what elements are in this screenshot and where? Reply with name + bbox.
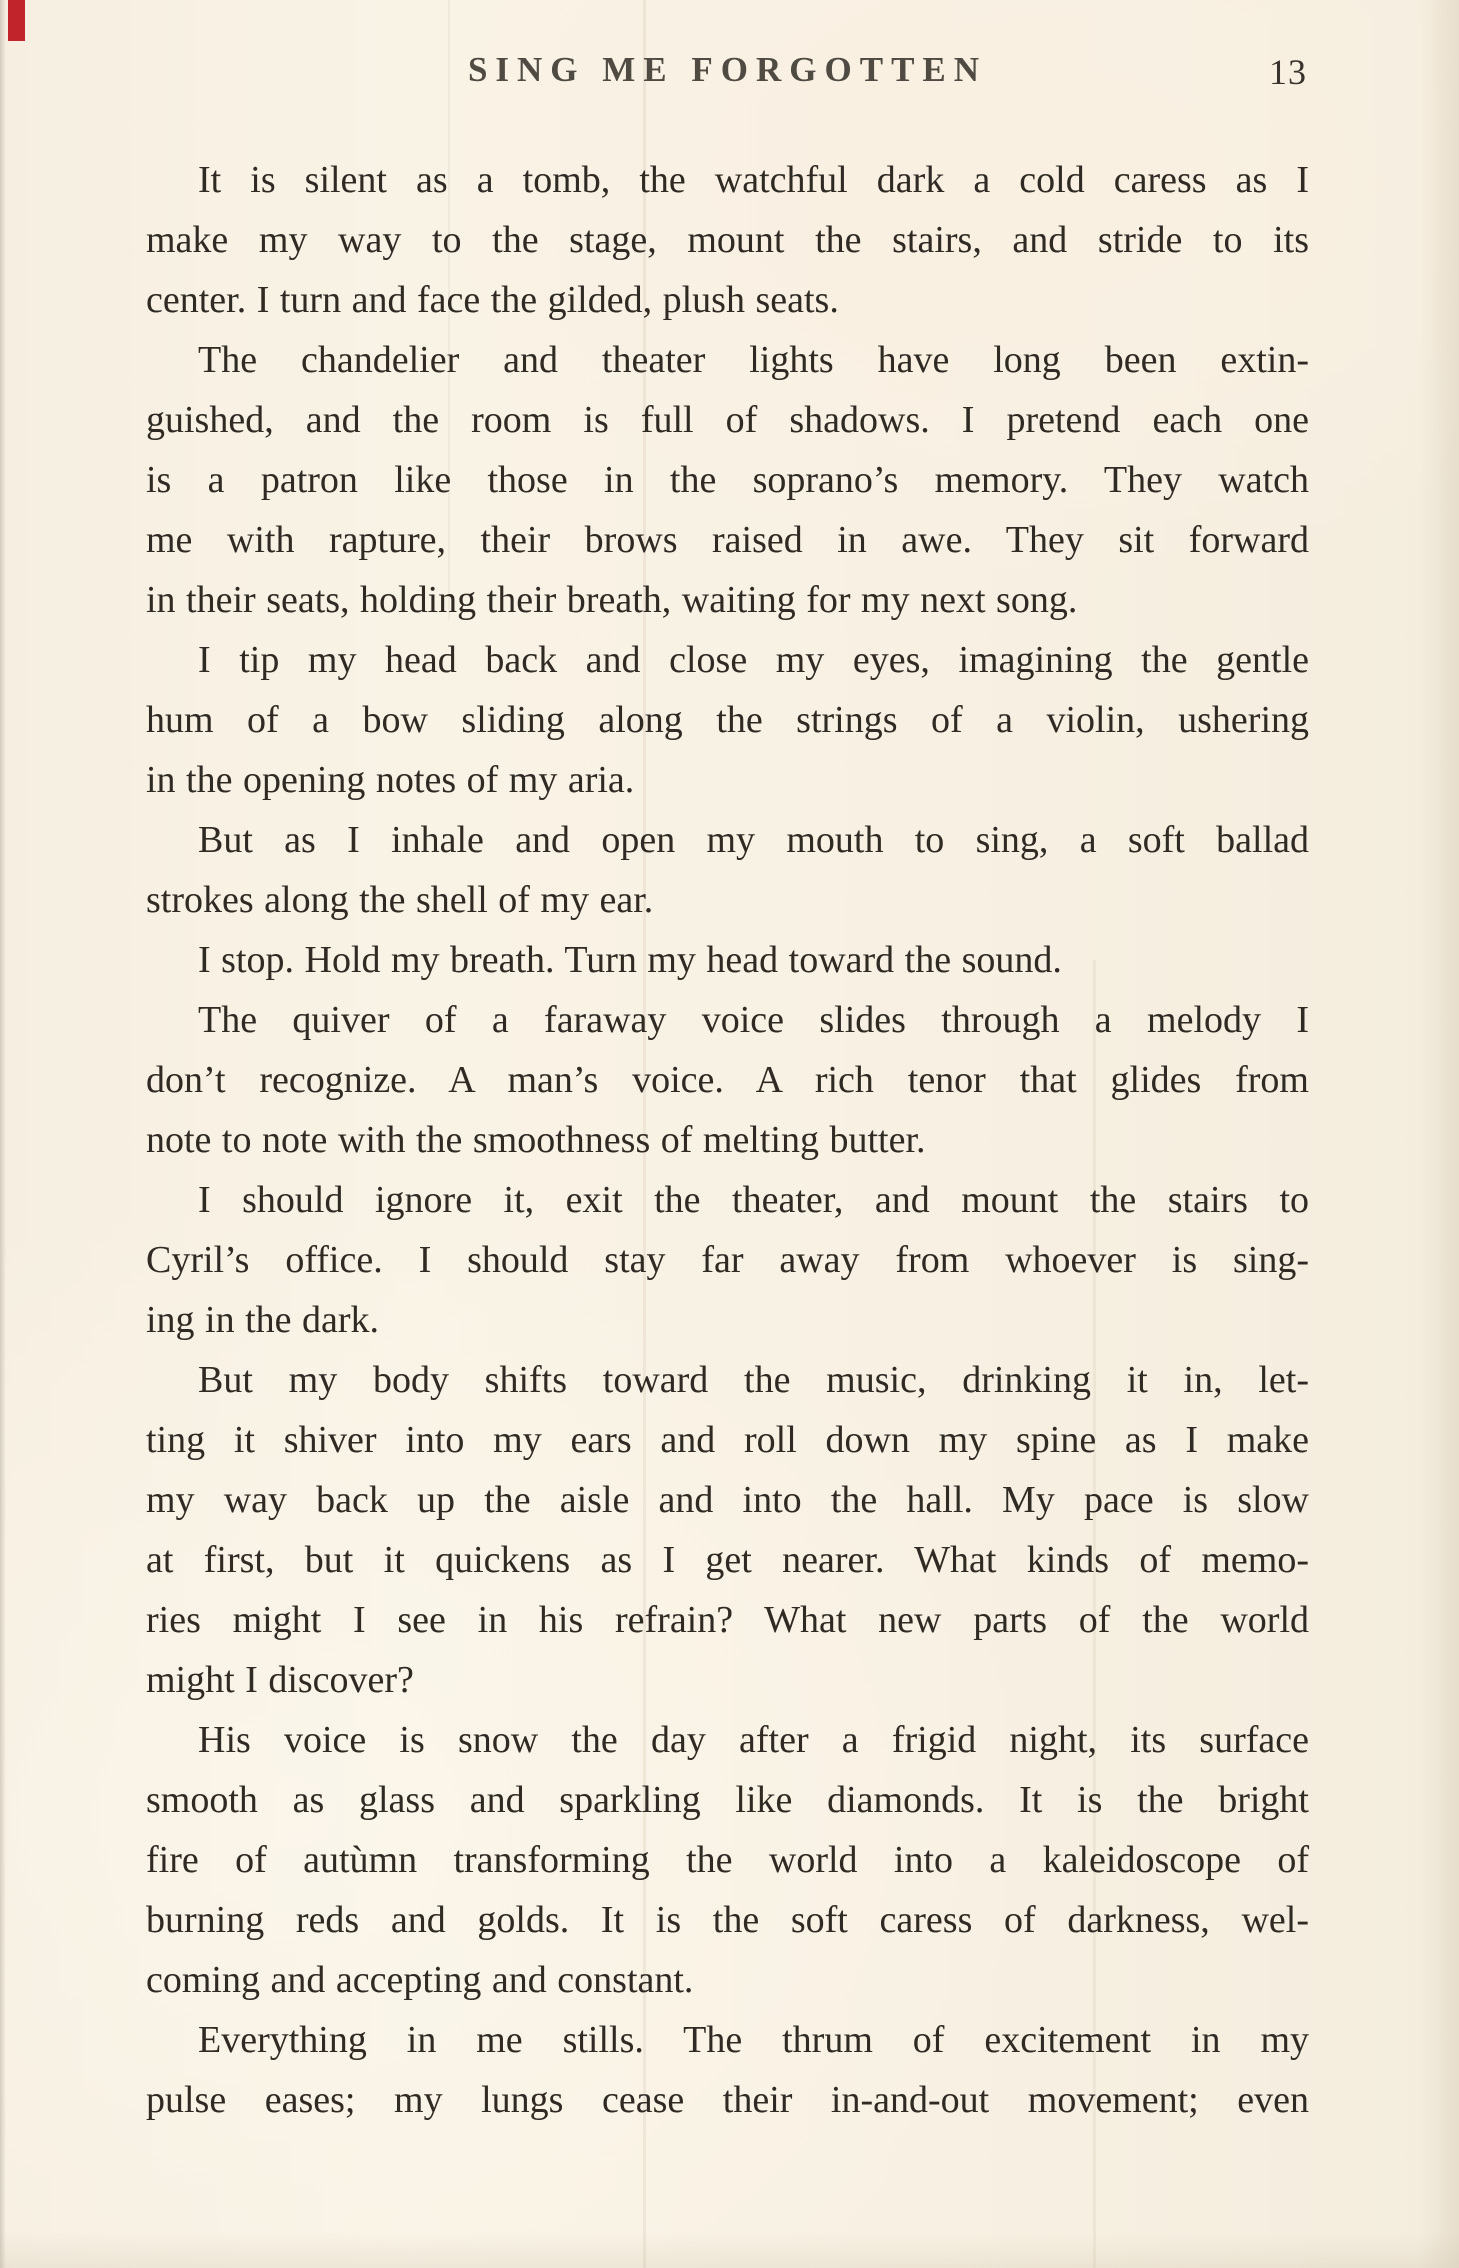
- paragraph: [146, 1710, 1309, 2010]
- text-line: center. I turn and face the gilded, plush seats.: [146, 279, 839, 321]
- text-line: my way back up the aisle and into the hall. My pace is slow: [146, 1479, 1309, 1521]
- scan-edge-shadow-left: [0, 0, 6, 2268]
- text-line: smooth as glass and sparkling like diamonds. It is the bright: [146, 1779, 1309, 1821]
- text-line: strokes along the shell of my ear.: [146, 879, 654, 921]
- paragraph: [146, 150, 1309, 330]
- text-line: Cyril’s office. I should stay far away from whoever is sing-: [146, 1239, 1309, 1281]
- text-line: in the opening notes of my aria.: [146, 759, 635, 801]
- paragraph: [146, 1350, 1309, 1710]
- text-line: ries might I see in his refrain? What new parts of the world: [146, 1599, 1309, 1641]
- text-line: I stop. Hold my breath. Turn my head toward the sound.: [198, 939, 1062, 981]
- book-title: SING ME FORGOTTEN: [467, 50, 988, 89]
- text-line: hum of a bow sliding along the strings of a violin, ushering: [146, 699, 1309, 741]
- text-line: at first, but it quickens as I get nearer. What kinds of memo-: [146, 1539, 1309, 1581]
- paragraph: [146, 630, 1309, 810]
- text-line: The quiver of a faraway voice slides through a melody I: [198, 999, 1309, 1041]
- paragraph: [146, 2010, 1309, 2130]
- text-line: don’t recognize. A man’s voice. A rich tenor that glides from: [146, 1059, 1309, 1101]
- text-line: I tip my head back and close my eyes, imagining the gentle: [198, 639, 1309, 681]
- text-line: ing in the dark.: [146, 1299, 380, 1341]
- paragraph: [146, 810, 1309, 930]
- red-edge-mark: [8, 0, 25, 41]
- paragraph: [146, 330, 1309, 630]
- text-line: His voice is snow the day after a frigid night, its surface: [198, 1719, 1309, 1761]
- text-line: might I discover?: [146, 1659, 414, 1701]
- paragraph: [146, 990, 1309, 1170]
- text-line: fire of autùmn transforming the world into a kaleidoscope of: [146, 1839, 1309, 1881]
- text-line: The chandelier and theater lights have long been extin-: [198, 339, 1309, 381]
- text-line: coming and accepting and constant.: [146, 1959, 694, 2001]
- scan-edge-shadow-right: [1419, 0, 1459, 2268]
- text-line: I should ignore it, exit the theater, and mount the stairs to: [198, 1179, 1309, 1221]
- page-body: [146, 150, 1309, 2130]
- paragraph: [146, 930, 1309, 990]
- running-head: [146, 50, 1309, 96]
- text-line: pulse eases; my lungs cease their in-and-out movement; even: [146, 2079, 1309, 2121]
- text-line: in their seats, holding their breath, waiting for my next song.: [146, 579, 1078, 621]
- text-line: ting it shiver into my ears and roll down my spine as I make: [146, 1419, 1309, 1461]
- text-line: It is silent as a tomb, the watchful dark a cold caress as I: [198, 159, 1309, 201]
- text-line: burning reds and golds. It is the soft caress of darkness, wel-: [146, 1899, 1309, 1941]
- scan-edge-shadow-bottom: [0, 2232, 1459, 2268]
- text-line: Everything in me stills. The thrum of excitement in my: [198, 2019, 1309, 2061]
- text-line: guished, and the room is full of shadows. I pretend each one: [146, 399, 1309, 441]
- page-number: 13: [1269, 52, 1307, 92]
- text-line: make my way to the stage, mount the stairs, and stride to its: [146, 219, 1309, 261]
- paragraph: [146, 1170, 1309, 1350]
- text-line: But as I inhale and open my mouth to sing, a soft ballad: [198, 819, 1309, 861]
- text-line: is a patron like those in the soprano’s memory. They watch: [146, 459, 1309, 501]
- text-line: note to note with the smoothness of melting butter.: [146, 1119, 926, 1161]
- text-line: me with rapture, their brows raised in awe. They sit forward: [146, 519, 1309, 561]
- text-line: But my body shifts toward the music, drinking it in, let-: [198, 1359, 1309, 1401]
